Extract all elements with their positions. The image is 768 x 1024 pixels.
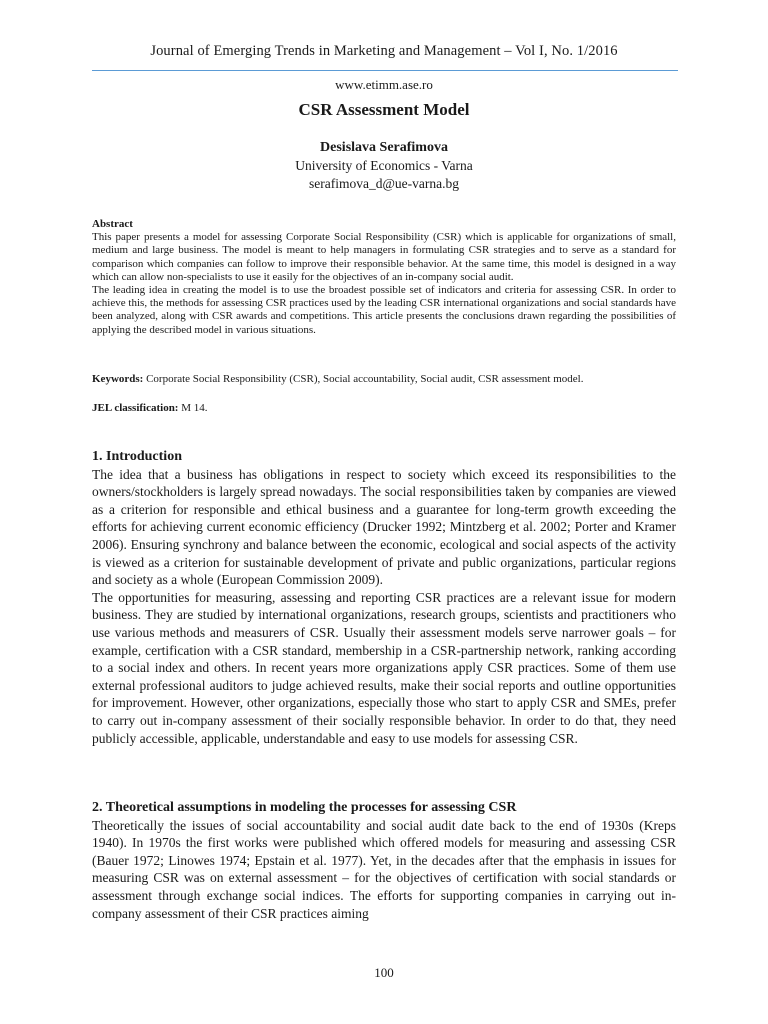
page-number: 100 <box>374 965 394 980</box>
author-name: Desislava Serafimova <box>320 140 448 155</box>
section-heading: 1. Introduction <box>92 449 182 464</box>
section-heading: 2. Theoretical assumptions in modeling the processes for assessing CSR <box>92 800 517 815</box>
header-divider <box>92 70 678 71</box>
author-email: serafimova_d@ue-varna.bg <box>309 176 459 191</box>
jel-label: JEL classification: <box>92 402 179 414</box>
section-introduction <box>92 448 676 747</box>
keywords-label: Keywords: <box>92 373 144 385</box>
journal-website: www.etimm.ase.ro <box>335 77 433 92</box>
keywords <box>92 373 676 385</box>
section-theoretical-assumptions <box>92 799 676 922</box>
paper-title: CSR Assessment Model <box>298 100 470 119</box>
body-paragraph: Theoretically the issues of social accountability and social audit date back to the end of 1930s (Kreps 1940). In 1970s the first works were published which offered models for measuring and assessing CSR (Bauer 1972; Linowes 1974; Epstain et al. 1977). Yet, in the decades after that the emphasis in issues for measuring CSR was on external assessment – for the objectives of certification with social standards or assessment through exchange social indices. The efforts for supporting companies in carrying out in-company assessment of their CSR practices aiming <box>92 817 676 921</box>
abstract <box>92 218 676 337</box>
jel-classification <box>92 402 676 414</box>
journal-header: Journal of Emerging Trends in Marketing and Management – Vol I, No. 1/2016 <box>150 43 618 59</box>
body-paragraph: The opportunities for measuring, assessing and reporting CSR practices are a relevant issue for modern business. They are studied by international organizations, research groups, scientists and practitioners who use various methods and measurers of CSR. Usually their assessment models serve narrower goals – for example, certification with a CSR standard, membership in a CSR-partnership network, ranking according to a social index and others. In recent years more organizations apply CSR practices. Some of them use external professional auditors to judge achieved results, make their social reports and outline opportunities for improvement. However, other organizations, especially those who start to apply CSR and SMEs, prefer to carry out in-company assessment of their socially responsible behavior. In order to do that, they need publicly accessible, applicable, understandable and easy to use models for assessing CSR. <box>92 589 676 746</box>
keywords-text: Corporate Social Responsibility (CSR), Social accountability, Social audit, CSR assessment model. <box>146 373 584 385</box>
body-paragraph: The idea that a business has obligations in respect to society which exceed its responsibilities to the owners/stockholders is largely spread nowadays. The social responsibilities taken by companies are viewed as a criterion for responsible and ethical business and a guarantee for long-term growth exceeding the efforts for achieving current economic efficiency (Drucker 1992; Mintzberg et al. 2002; Porter and Kramer 2006). Ensuring synchrony and balance between the economic, ecological and social aspects of the activity is viewed as a criterion for sustainable development of private and public organizations, particular regions and society as a whole (European Commission 2009). <box>92 466 676 588</box>
abstract-heading: Abstract <box>92 218 133 230</box>
abstract-paragraph: This paper presents a model for assessing Corporate Social Responsibility (CSR) which is applicable for organizations of small, medium and large business. The model is meant to help managers in formulating CSR strategies and to serve as a standard for comparison which companies can follow to improve their responsible behavior. At the same time, this model is designed in a way which can allow non-specialists to use it easily for the objectives of an in-company social audit. <box>92 231 676 283</box>
author-affiliation: University of Economics - Varna <box>295 158 473 173</box>
jel-text: M 14. <box>181 402 208 414</box>
abstract-paragraph: The leading idea in creating the model is to use the broadest possible set of indicators and criteria for assessing CSR. In order to achieve this, the methods for assessing CSR practices used by the leading CSR international organizations and social standards have been analyzed, along with CSR awards and competitions. This article presents the conclusions drawn regarding the possibilities of applying the described model in various situations. <box>92 284 676 336</box>
